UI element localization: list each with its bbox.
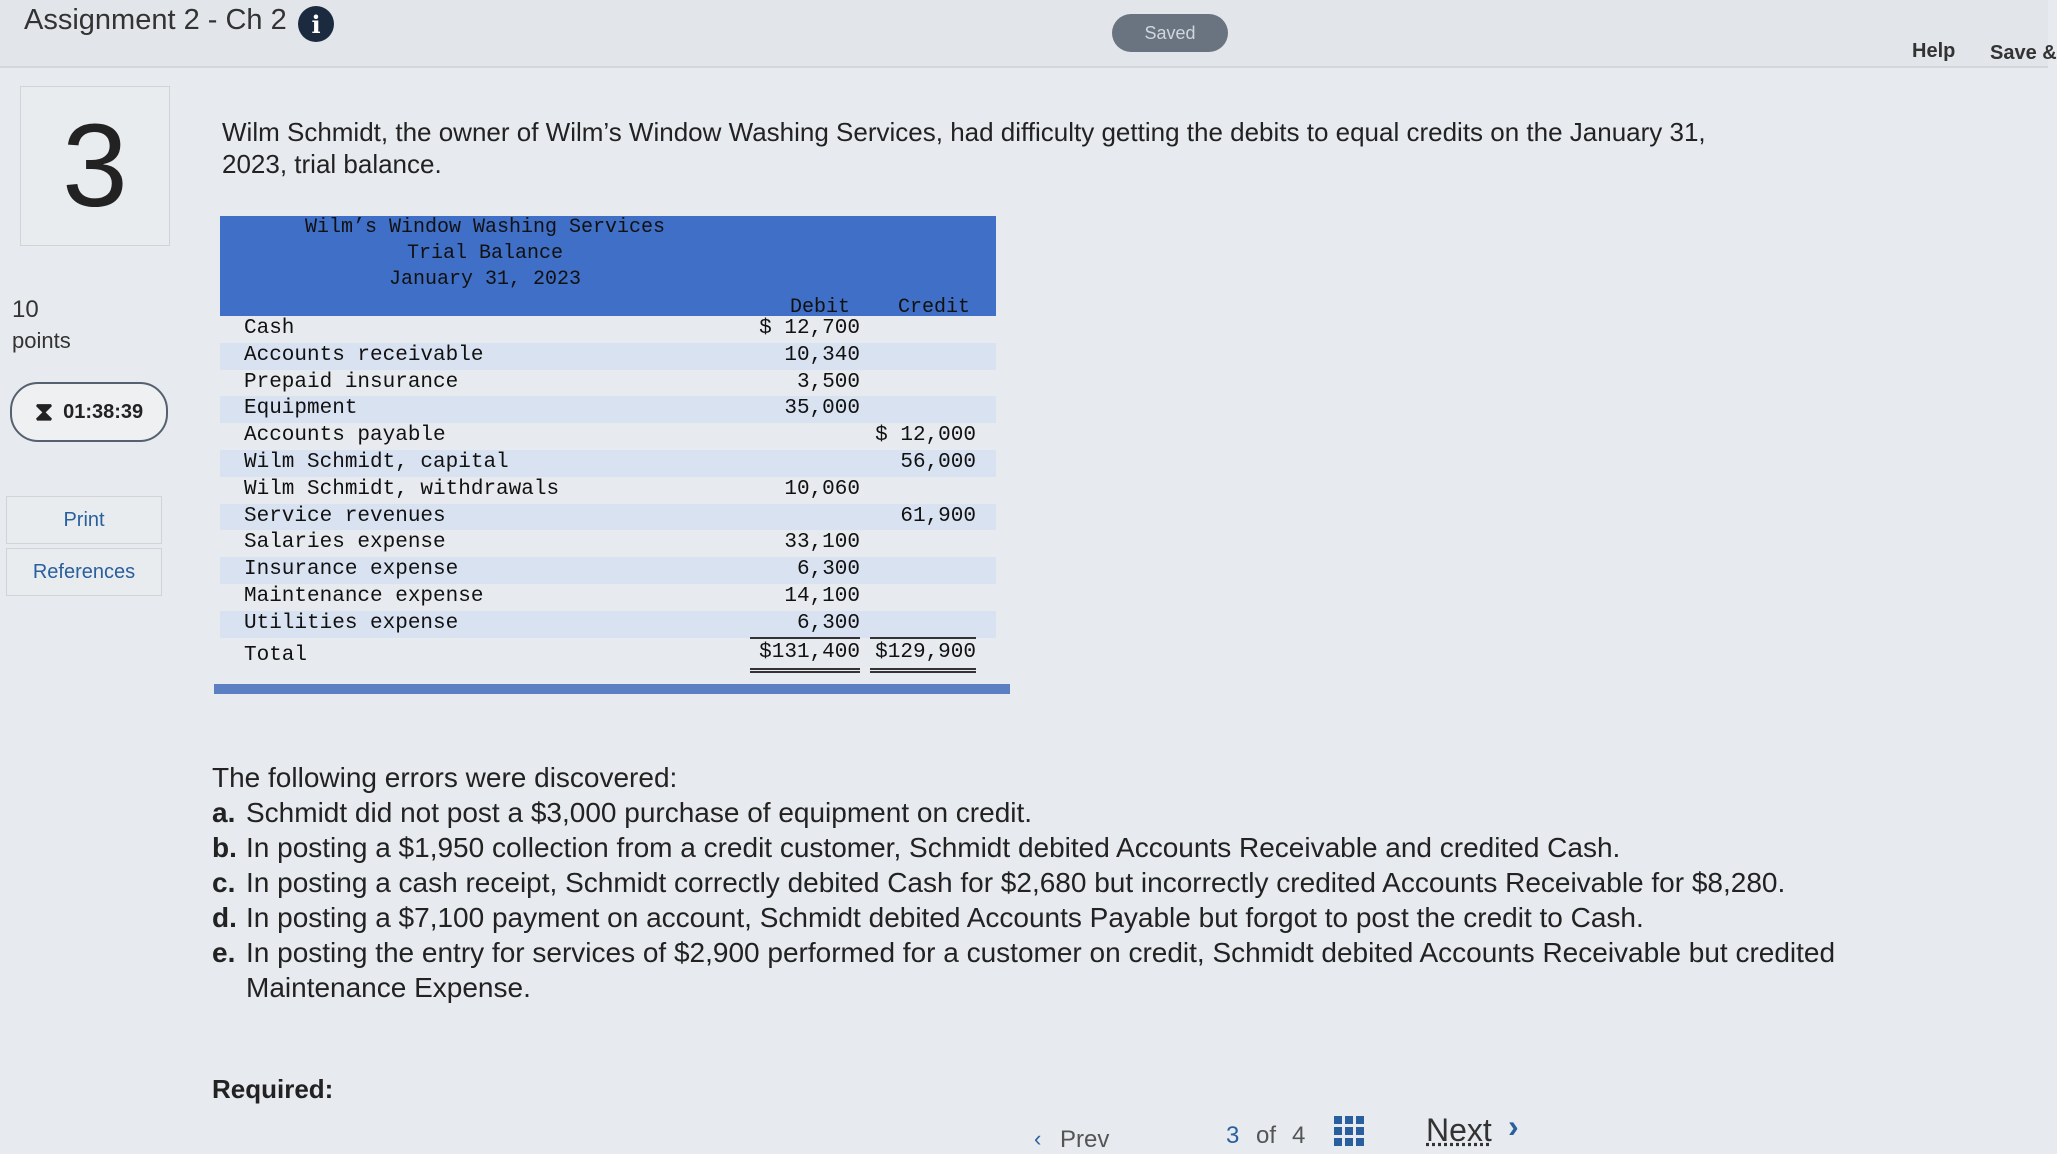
debit-amount: 10,340: [784, 343, 860, 367]
total-label: Total: [244, 643, 308, 667]
timer[interactable]: [10, 382, 168, 442]
total-credit: $129,900: [870, 638, 976, 673]
top-bar: [0, 0, 2057, 68]
account-name: Utilities expense: [244, 611, 459, 635]
saved-status-badge: Saved: [1112, 14, 1228, 52]
credit-column-header: Credit: [897, 296, 970, 319]
debit-amount: 14,100: [784, 584, 860, 608]
print-button[interactable]: Print: [6, 496, 162, 544]
credit-amount: 61,900: [900, 504, 976, 528]
next-button[interactable]: Next: [1426, 1112, 1492, 1148]
points-value: 10: [12, 296, 39, 323]
error-item: [212, 865, 1852, 900]
debit-amount: 6,300: [750, 611, 860, 639]
question-number: 3: [20, 86, 170, 246]
debit-column-header: Debit: [789, 296, 850, 319]
debit-amount: 3,500: [796, 370, 860, 394]
table-row: [220, 370, 996, 397]
table-row: [220, 504, 996, 531]
error-text: In posting a $7,100 payment on account, Schmidt debited Accounts Payable but forgot to post the credit to Cash.: [246, 902, 1644, 933]
trial-balance-header: [220, 216, 996, 319]
help-button[interactable]: Help: [1912, 40, 1956, 62]
save-exit-button[interactable]: Save &: [1990, 42, 2057, 64]
error-letter: a.: [212, 797, 236, 828]
error-letter: b.: [212, 832, 237, 863]
debit-amount: 6,300: [796, 558, 860, 582]
table-row: [220, 423, 996, 450]
debit-amount: 33,100: [784, 531, 860, 555]
error-letter: c.: [212, 867, 236, 898]
credit-amount: 56,000: [900, 450, 976, 474]
errors-section: [212, 760, 1852, 1005]
table-row: [220, 477, 996, 504]
table-row: [220, 396, 996, 423]
account-name: Equipment: [244, 397, 358, 421]
assignment-title: Assignment 2 - Ch 2: [24, 4, 287, 36]
current-page: 3: [1226, 1122, 1240, 1149]
error-item: [212, 900, 1852, 935]
debit-amount: $ 12,700: [759, 317, 860, 340]
total-pages: 4: [1292, 1122, 1306, 1149]
account-name: Accounts payable: [244, 424, 446, 448]
page-of-label: of: [1256, 1122, 1277, 1149]
account-name: Accounts receivable: [244, 343, 484, 367]
table-row: [220, 584, 996, 611]
account-name: Prepaid insurance: [244, 370, 459, 394]
error-text: In posting a cash receipt, Schmidt correctly debited Cash for $2,680 but incorrectly credited Accounts Receivable for $8,280.: [246, 867, 1786, 898]
error-letter: e.: [212, 937, 236, 968]
errors-intro: The following errors were discovered:: [212, 762, 678, 793]
points-label: points: [12, 328, 71, 353]
question-intro: Wilm Schmidt, the owner of Wilm’s Window Washing Services, had difficulty getting the debits to equal credits on the January 31, 2023, trial balance.: [222, 117, 1706, 179]
prev-button[interactable]: Prev: [1060, 1126, 1110, 1153]
account-name: Insurance expense: [244, 558, 459, 582]
account-name: Wilm Schmidt, capital: [244, 450, 509, 474]
error-text: In posting a $1,950 collection from a credit customer, Schmidt debited Accounts Receivable and credited Cash.: [246, 832, 1621, 863]
statement-date: January 31, 2023: [388, 268, 582, 291]
total-row: [220, 638, 996, 674]
credit-amount: $ 12,000: [875, 424, 976, 448]
error-text: Schmidt did not post a $3,000 purchase of equipment on credit.: [246, 797, 1033, 828]
debit-amount: 10,060: [784, 477, 860, 501]
account-name: Maintenance expense: [244, 584, 484, 608]
account-name: Wilm Schmidt, withdrawals: [244, 477, 560, 501]
table-row: [220, 450, 996, 477]
company-name: Wilm’s Window Washing Services: [304, 216, 666, 239]
table-bottom-bar: [214, 684, 1010, 694]
required-heading: Required:: [212, 1074, 334, 1104]
chevron-left-icon[interactable]: ‹: [1034, 1126, 1042, 1151]
chevron-right-icon[interactable]: ›: [1508, 1108, 1519, 1144]
trial-balance-table: [220, 216, 996, 694]
error-item: [212, 935, 1852, 1005]
credit-amount: [870, 611, 976, 639]
error-letter: d.: [212, 902, 237, 933]
timer-value: 01:38:39: [63, 400, 144, 423]
account-name: Salaries expense: [244, 531, 446, 555]
table-row: [220, 343, 996, 370]
debit-amount: 35,000: [784, 397, 860, 421]
table-row: [220, 611, 996, 638]
table-row: [220, 316, 996, 343]
references-button[interactable]: References: [6, 548, 162, 596]
statement-name: Trial Balance: [406, 242, 564, 265]
error-item: [212, 830, 1852, 865]
table-row: [220, 530, 996, 557]
hourglass-icon: ⧗: [34, 396, 54, 426]
total-debit: $131,400: [750, 638, 860, 673]
error-item: [212, 795, 1852, 830]
grid-icon[interactable]: [1334, 1116, 1364, 1146]
account-name: Cash: [244, 317, 295, 340]
table-row: [220, 557, 996, 584]
account-name: Service revenues: [244, 504, 446, 528]
info-icon[interactable]: i: [298, 6, 334, 42]
error-text: In posting the entry for services of $2,900 performed for a customer on credit, Schmidt debited Accounts Receivable but credited Maintenance Expense.: [246, 937, 1836, 1003]
question-navigation: [1034, 1104, 1600, 1153]
